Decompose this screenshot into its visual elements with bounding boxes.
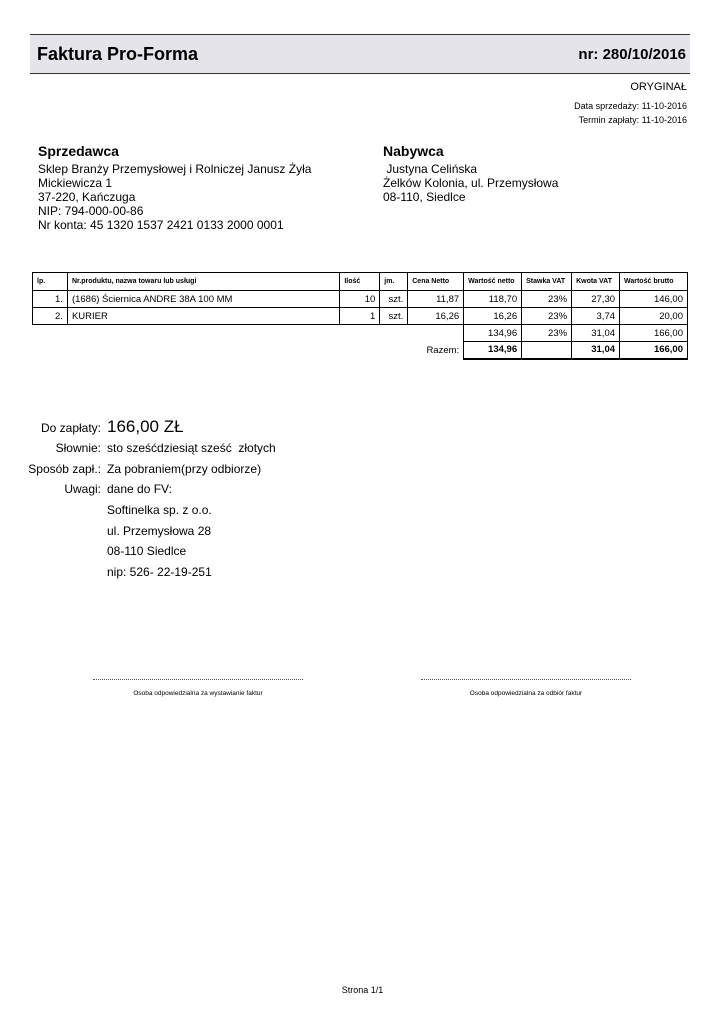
total-vat-amount: 31,04 (572, 342, 620, 359)
buyer-street: Żelków Kolonia, ul. Przemysłowa (383, 176, 559, 190)
cell-gross-value: 20,00 (620, 308, 688, 325)
subtotal-net-value: 134,96 (464, 325, 522, 342)
cell-name: (1686) Ściernica ANDRE 38A 100 MM (67, 291, 339, 308)
col-net-price: Cena Netto (408, 273, 464, 291)
seller-city: 37-220, Kańczuga (38, 190, 136, 204)
total-vat-rate (522, 342, 572, 359)
cell-unit: szt. (380, 308, 408, 325)
buyer-name: Justyna Celińska (383, 162, 478, 176)
page-number: Strona 1/1 (341, 985, 384, 995)
cell-vat-amount: 3,74 (572, 308, 620, 325)
invoice-number: nr: 280/10/2016 (578, 46, 686, 63)
col-net-value: Wartość netto (464, 273, 522, 291)
buyer-city: 08-110, Siedlce (383, 190, 466, 204)
col-name: Nr.produktu, nazwa towaru lub usługi (67, 273, 339, 291)
issuer-signature-line (93, 679, 303, 680)
seller-name: Sklep Branży Przemysłowej i Rolniczej Janusz Żyła (38, 162, 312, 176)
cell-lp: 2. (33, 308, 68, 325)
total-label: Razem: (426, 344, 460, 356)
notes-line: nip: 526- 22-19-251 (107, 565, 212, 579)
cell-qty: 1 (340, 308, 380, 325)
amount-words-label: Słownie: (55, 441, 101, 455)
notes-line: 08-110 Siedlce (107, 544, 187, 558)
amount-due-value: 166,00 ZŁ (107, 417, 184, 436)
col-vat-rate: Stawka VAT (522, 273, 572, 291)
notes-line: Softinelka sp. z o.o. (107, 503, 212, 517)
col-vat-amount: Kwota VAT (572, 273, 620, 291)
invoice-title: Faktura Pro-Forma (37, 44, 199, 64)
col-qty: Ilość (340, 273, 380, 291)
payment-method-value: Za pobraniem(przy odbiorze) (107, 462, 262, 476)
receiver-signature-label: Osoba odpowiedzialna za odbiór faktur (469, 690, 583, 697)
col-unit: jm. (380, 273, 408, 291)
subtotal-vat-amount: 31,04 (572, 325, 620, 342)
total-net-value: 134,96 (464, 342, 522, 359)
seller-street: Mickiewicza 1 (38, 176, 113, 190)
copy-label: ORYGINAŁ (630, 81, 687, 93)
total-gross-value: 166,00 (620, 342, 688, 359)
notes-label: Uwagi: (64, 482, 101, 496)
cell-unit: szt. (380, 291, 408, 308)
subtotal-vat-rate: 23% (522, 325, 572, 342)
col-gross-value: Wartość brutto (620, 273, 688, 291)
payment-date: Termin zapłaty: 11-10-2016 (578, 115, 687, 125)
payment-method-label: Sposób zapł.: (28, 462, 101, 476)
sale-date: Data sprzedaży: 11-10-2016 (574, 101, 687, 111)
cell-qty: 10 (340, 291, 380, 308)
cell-vat-rate: 23% (522, 291, 572, 308)
total-row (33, 342, 688, 359)
cell-net-value: 118,70 (464, 291, 522, 308)
receiver-signature-line (421, 679, 631, 680)
cell-net-value: 16,26 (464, 308, 522, 325)
buyer-heading: Nabywca (383, 143, 444, 159)
table-row (33, 291, 688, 308)
cell-vat-rate: 23% (522, 308, 572, 325)
col-lp: lp. (33, 273, 68, 291)
table-row (33, 308, 688, 325)
issuer-signature-label: Osoba odpowiedzialna za wystawianie faktur (133, 690, 263, 697)
notes-line: ul. Przemysłowa 28 (107, 524, 212, 538)
cell-vat-amount: 27,30 (572, 291, 620, 308)
amount-words-value: sto sześćdziesiąt sześć złotych (107, 441, 276, 455)
table-header-row (33, 273, 688, 291)
invoice-header (30, 34, 690, 74)
items-table (32, 272, 688, 360)
cell-net-price: 16,26 (408, 308, 464, 325)
amount-due-label: Do zapłaty: (40, 421, 101, 435)
seller-account: Nr konta: 45 1320 1537 2421 0133 2000 0001 (38, 218, 284, 232)
subtotal-gross-value: 166,00 (620, 325, 688, 342)
seller-heading: Sprzedawca (38, 143, 119, 159)
notes-line: dane do FV: (107, 482, 172, 496)
cell-gross-value: 146,00 (620, 291, 688, 308)
seller-nip: NIP: 794-000-00-86 (38, 204, 144, 218)
cell-name: KURIER (67, 308, 339, 325)
cell-lp: 1. (33, 291, 68, 308)
subtotal-row (33, 325, 688, 342)
cell-net-price: 11,87 (408, 291, 464, 308)
